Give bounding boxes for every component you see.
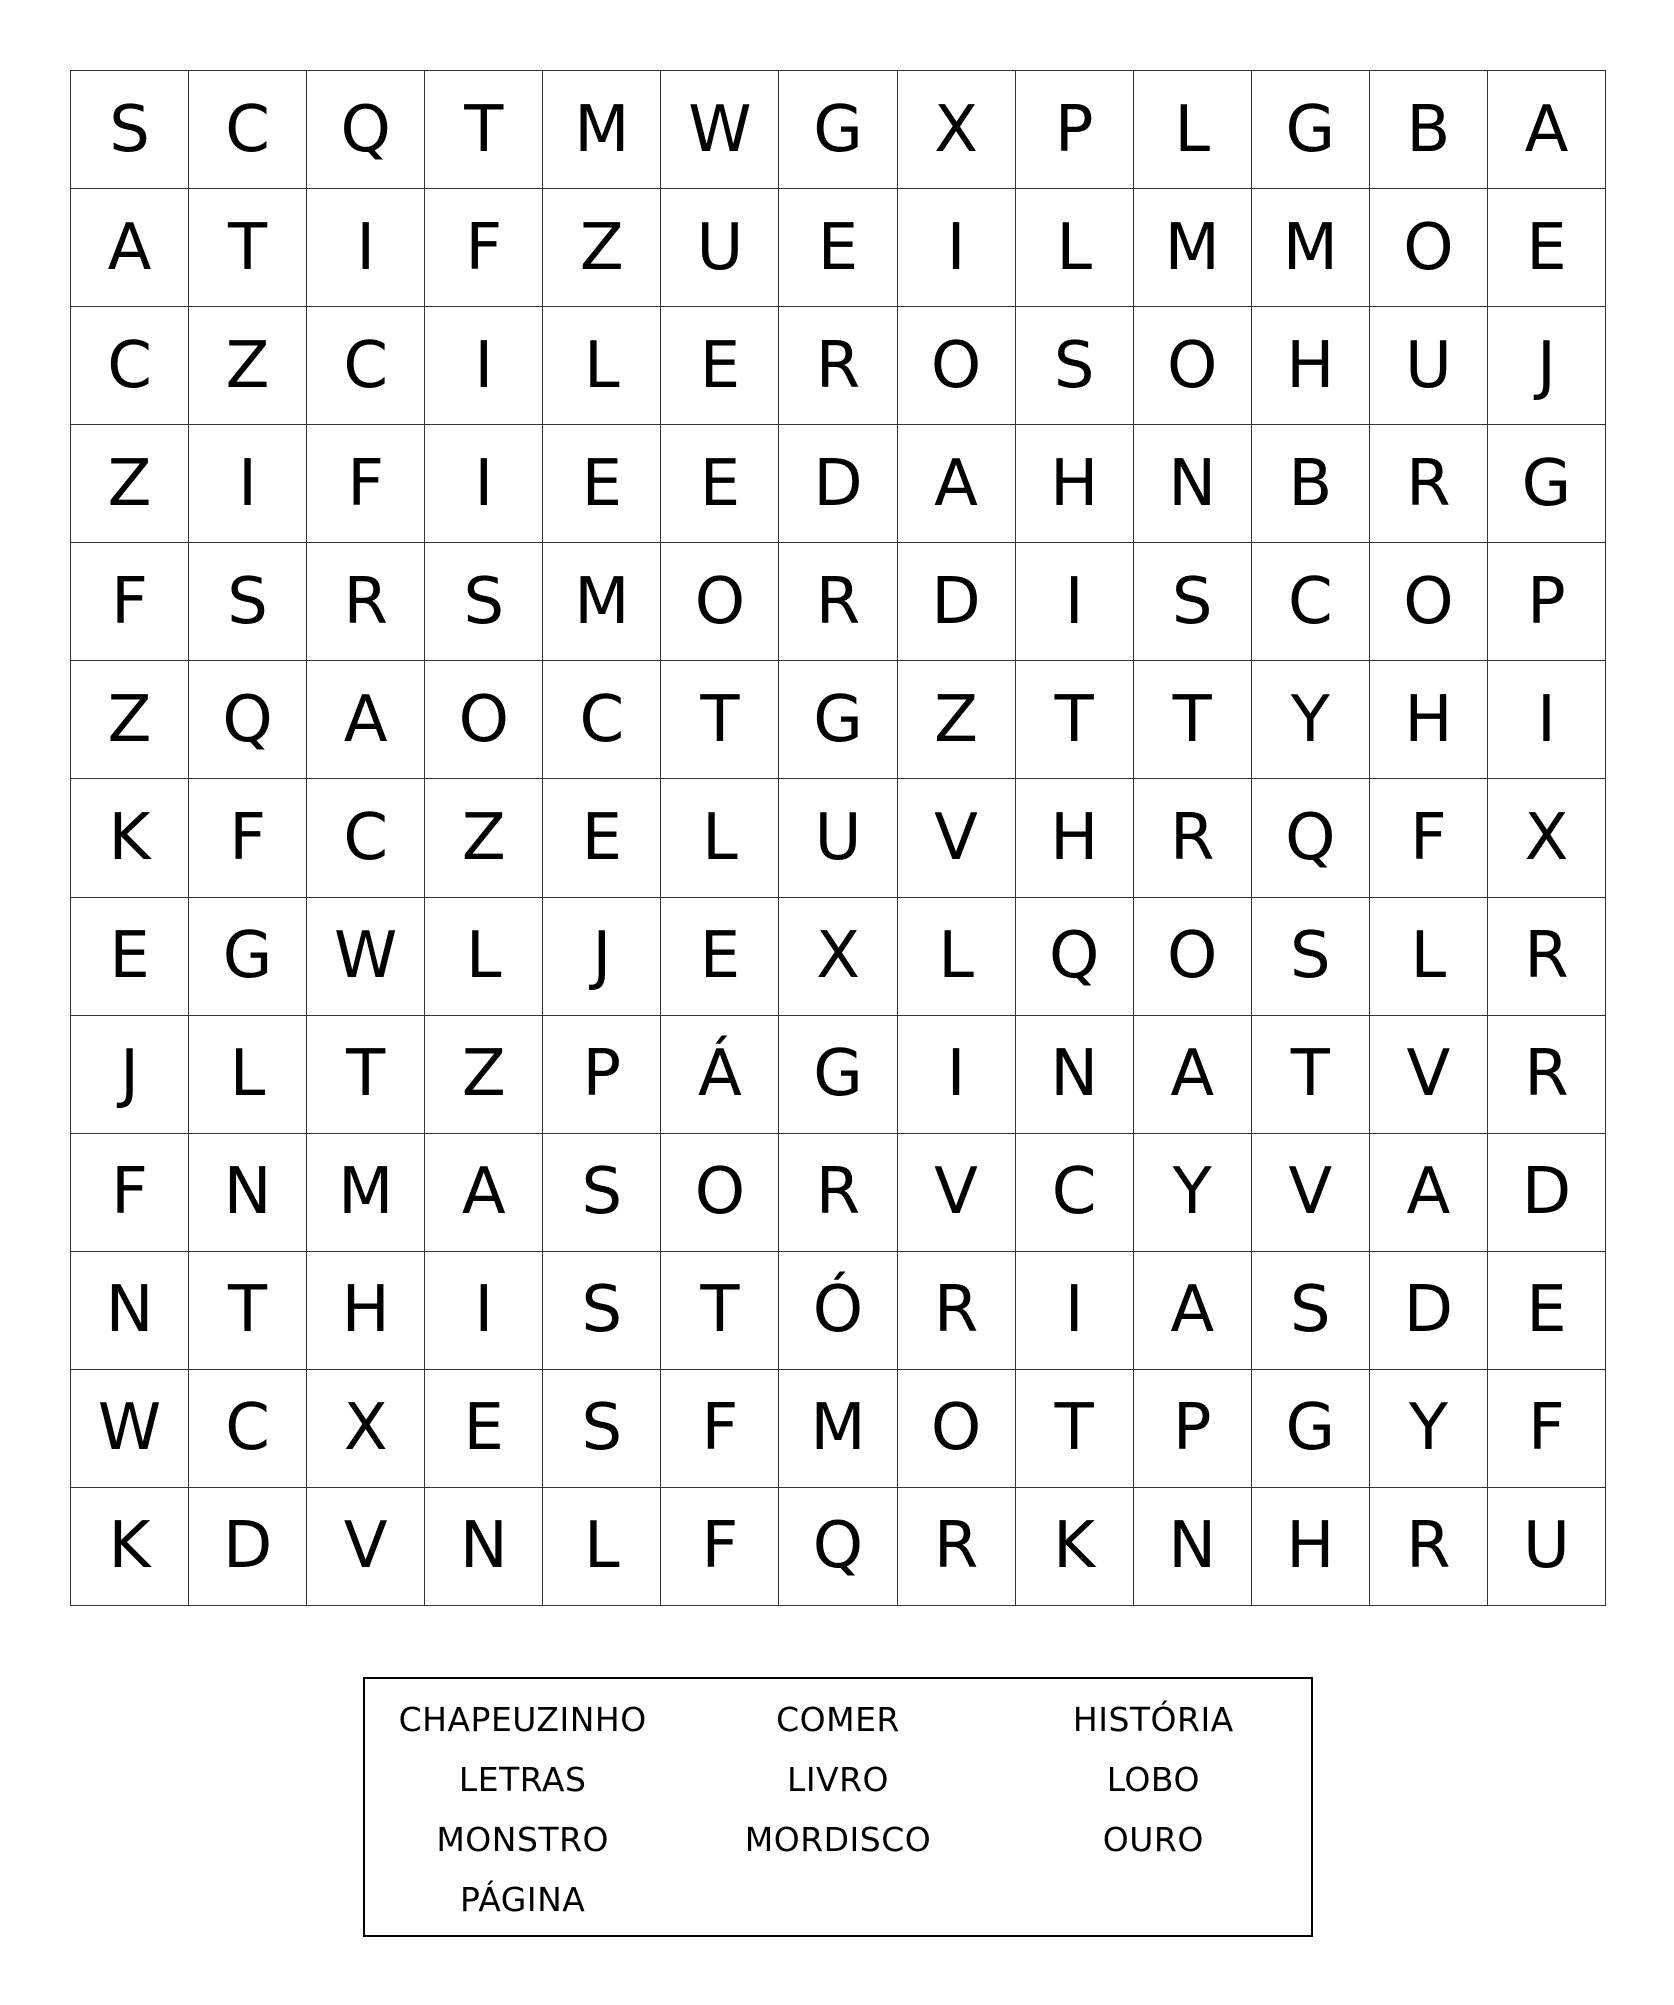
grid-cell[interactable]: R: [779, 543, 897, 661]
grid-cell[interactable]: P: [1134, 1370, 1252, 1488]
grid-cell[interactable]: E: [661, 307, 779, 425]
grid-cell[interactable]: N: [1134, 1488, 1252, 1606]
grid-cell[interactable]: H: [1016, 779, 1134, 897]
grid-cell[interactable]: S: [1252, 1252, 1370, 1370]
word-list: [365, 1699, 1311, 1921]
grid-cell[interactable]: O: [1370, 189, 1488, 307]
grid-cell[interactable]: Z: [189, 307, 307, 425]
grid-cell[interactable]: I: [307, 189, 425, 307]
grid-cell[interactable]: E: [543, 779, 661, 897]
grid-cell[interactable]: H: [1252, 1488, 1370, 1606]
word-list-item: MONSTRO: [436, 1820, 609, 1859]
grid-cell[interactable]: Z: [425, 1016, 543, 1134]
word-list-item: CHAPEUZINHO: [398, 1700, 647, 1739]
grid-cell[interactable]: Ó: [779, 1252, 897, 1370]
grid-cell[interactable]: Z: [71, 661, 189, 779]
grid-cell[interactable]: W: [71, 1370, 189, 1488]
grid-cell[interactable]: R: [307, 543, 425, 661]
grid-cell[interactable]: C: [71, 307, 189, 425]
grid-cell[interactable]: S: [189, 543, 307, 661]
grid-cell[interactable]: X: [779, 898, 897, 1016]
grid-cell[interactable]: S: [425, 543, 543, 661]
grid-cell[interactable]: R: [898, 1488, 1016, 1606]
word-list-item: OURO: [1102, 1820, 1204, 1859]
grid-cell[interactable]: L: [1016, 189, 1134, 307]
grid-cell[interactable]: T: [1016, 661, 1134, 779]
grid-cell[interactable]: L: [661, 779, 779, 897]
grid-cell[interactable]: P: [1488, 543, 1606, 661]
grid-cell[interactable]: S: [543, 1370, 661, 1488]
grid-cell[interactable]: I: [189, 425, 307, 543]
grid-cell[interactable]: E: [543, 425, 661, 543]
word-list-item: LIVRO: [786, 1760, 890, 1799]
grid-cell[interactable]: I: [898, 1016, 1016, 1134]
grid-cell[interactable]: C: [1016, 1134, 1134, 1252]
grid-cell[interactable]: T: [661, 1252, 779, 1370]
grid-cell[interactable]: U: [661, 189, 779, 307]
grid-cell[interactable]: P: [1016, 71, 1134, 189]
grid-cell[interactable]: R: [1488, 898, 1606, 1016]
grid-cell[interactable]: R: [1488, 1016, 1606, 1134]
grid-cell[interactable]: M: [307, 1134, 425, 1252]
grid-cell[interactable]: F: [661, 1370, 779, 1488]
grid-cell[interactable]: Á: [661, 1016, 779, 1134]
grid-cell[interactable]: V: [898, 1134, 1016, 1252]
grid-cell[interactable]: R: [1370, 425, 1488, 543]
grid-cell[interactable]: F: [71, 543, 189, 661]
grid-cell[interactable]: G: [1252, 71, 1370, 189]
grid-cell[interactable]: V: [307, 1488, 425, 1606]
grid-cell[interactable]: Q: [307, 71, 425, 189]
grid-cell[interactable]: Z: [425, 779, 543, 897]
grid-cell[interactable]: A: [1134, 1252, 1252, 1370]
grid-cell[interactable]: S: [1016, 307, 1134, 425]
grid-cell[interactable]: I: [1016, 543, 1134, 661]
grid-cell[interactable]: A: [425, 1134, 543, 1252]
grid-cell[interactable]: D: [1370, 1252, 1488, 1370]
grid-cell[interactable]: T: [1016, 1370, 1134, 1488]
grid-cell[interactable]: C: [189, 1370, 307, 1488]
grid-cell[interactable]: D: [189, 1488, 307, 1606]
word-list-box: [363, 1677, 1313, 1937]
grid-cell[interactable]: T: [307, 1016, 425, 1134]
word-list-item: PÁGINA: [459, 1880, 586, 1919]
grid-cell[interactable]: N: [189, 1134, 307, 1252]
grid-cell[interactable]: C: [189, 71, 307, 189]
grid-cell[interactable]: G: [779, 71, 897, 189]
grid-cell[interactable]: T: [189, 189, 307, 307]
grid-cell[interactable]: J: [543, 898, 661, 1016]
grid-cell[interactable]: M: [1252, 189, 1370, 307]
grid-cell[interactable]: X: [1488, 779, 1606, 897]
grid-cell[interactable]: L: [898, 898, 1016, 1016]
letter-grid: [70, 70, 1606, 1606]
grid-cell[interactable]: O: [661, 543, 779, 661]
grid-cell[interactable]: G: [189, 898, 307, 1016]
grid-cell[interactable]: Y: [1252, 661, 1370, 779]
grid-cell[interactable]: N: [425, 1488, 543, 1606]
grid-cell[interactable]: H: [307, 1252, 425, 1370]
grid-cell[interactable]: A: [71, 189, 189, 307]
grid-cell[interactable]: Q: [1252, 779, 1370, 897]
grid-cell[interactable]: F: [661, 1488, 779, 1606]
grid-cell[interactable]: I: [425, 425, 543, 543]
word-list-item: MORDISCO: [744, 1820, 932, 1859]
grid-cell[interactable]: N: [1016, 1016, 1134, 1134]
grid-cell[interactable]: A: [307, 661, 425, 779]
word-list-item: LETRAS: [458, 1760, 587, 1799]
word-list-item: HISTÓRIA: [1072, 1700, 1234, 1739]
grid-cell[interactable]: W: [661, 71, 779, 189]
grid-cell[interactable]: G: [779, 661, 897, 779]
grid-cell[interactable]: K: [1016, 1488, 1134, 1606]
grid-cell[interactable]: C: [543, 661, 661, 779]
grid-cell[interactable]: A: [1134, 1016, 1252, 1134]
grid-cell[interactable]: T: [425, 71, 543, 189]
grid-cell[interactable]: H: [1370, 661, 1488, 779]
grid-cell[interactable]: E: [1488, 189, 1606, 307]
grid-cell[interactable]: G: [1252, 1370, 1370, 1488]
grid-cell[interactable]: Q: [779, 1488, 897, 1606]
grid-cell[interactable]: R: [1370, 1488, 1488, 1606]
grid-cell[interactable]: F: [189, 779, 307, 897]
grid-cell[interactable]: J: [71, 1016, 189, 1134]
grid-cell[interactable]: R: [779, 1134, 897, 1252]
grid-cell[interactable]: F: [425, 189, 543, 307]
grid-cell[interactable]: Z: [543, 189, 661, 307]
grid-cell[interactable]: Y: [1134, 1134, 1252, 1252]
grid-cell[interactable]: T: [1134, 661, 1252, 779]
grid-cell[interactable]: U: [779, 779, 897, 897]
grid-cell[interactable]: D: [779, 425, 897, 543]
grid-cell[interactable]: X: [307, 1370, 425, 1488]
grid-cell[interactable]: G: [1488, 425, 1606, 543]
grid-cell[interactable]: A: [1488, 71, 1606, 189]
grid-cell[interactable]: T: [1252, 1016, 1370, 1134]
grid-cell[interactable]: H: [1252, 307, 1370, 425]
grid-cell[interactable]: Z: [71, 425, 189, 543]
grid-cell[interactable]: X: [898, 71, 1016, 189]
grid-cell[interactable]: U: [1370, 307, 1488, 425]
grid-cell[interactable]: L: [543, 1488, 661, 1606]
grid-cell[interactable]: F: [1370, 779, 1488, 897]
word-list-item: LOBO: [1106, 1760, 1200, 1799]
grid-cell[interactable]: S: [543, 1252, 661, 1370]
grid-cell[interactable]: A: [898, 425, 1016, 543]
grid-cell[interactable]: S: [1134, 543, 1252, 661]
grid-cell[interactable]: L: [1134, 71, 1252, 189]
grid-cell[interactable]: V: [1252, 1134, 1370, 1252]
grid-cell[interactable]: M: [1134, 189, 1252, 307]
grid-cell[interactable]: E: [1488, 1252, 1606, 1370]
grid-cell[interactable]: L: [1370, 898, 1488, 1016]
grid-cell[interactable]: E: [425, 1370, 543, 1488]
grid-cell[interactable]: I: [425, 307, 543, 425]
grid-cell[interactable]: T: [189, 1252, 307, 1370]
grid-cell[interactable]: O: [1134, 307, 1252, 425]
grid-cell[interactable]: R: [1134, 779, 1252, 897]
grid-cell[interactable]: R: [898, 1252, 1016, 1370]
grid-cell[interactable]: C: [1252, 543, 1370, 661]
grid-cell[interactable]: Q: [1016, 898, 1134, 1016]
grid-cell[interactable]: H: [1016, 425, 1134, 543]
grid-cell[interactable]: K: [71, 1488, 189, 1606]
grid-cell[interactable]: Y: [1370, 1370, 1488, 1488]
grid-cell[interactable]: O: [1134, 898, 1252, 1016]
grid-cell[interactable]: G: [779, 1016, 897, 1134]
grid-cell[interactable]: L: [425, 898, 543, 1016]
grid-cell[interactable]: I: [1488, 661, 1606, 779]
grid-cell[interactable]: K: [71, 779, 189, 897]
grid-cell[interactable]: I: [425, 1252, 543, 1370]
grid-cell[interactable]: R: [779, 307, 897, 425]
grid-cell[interactable]: O: [425, 661, 543, 779]
grid-cell[interactable]: L: [189, 1016, 307, 1134]
grid-cell[interactable]: D: [898, 543, 1016, 661]
grid-cell[interactable]: W: [307, 898, 425, 1016]
grid-cell[interactable]: A: [1370, 1134, 1488, 1252]
grid-cell[interactable]: B: [1252, 425, 1370, 543]
grid-cell[interactable]: E: [71, 898, 189, 1016]
grid-cell[interactable]: J: [1488, 307, 1606, 425]
grid-cell[interactable]: N: [1134, 425, 1252, 543]
grid-cell[interactable]: P: [543, 1016, 661, 1134]
grid-cell[interactable]: I: [1016, 1252, 1134, 1370]
grid-cell[interactable]: F: [71, 1134, 189, 1252]
grid-cell[interactable]: T: [661, 661, 779, 779]
grid-cell[interactable]: E: [661, 898, 779, 1016]
grid-cell[interactable]: D: [1488, 1134, 1606, 1252]
grid-cell[interactable]: S: [71, 71, 189, 189]
grid-cell[interactable]: C: [307, 307, 425, 425]
grid-cell[interactable]: F: [307, 425, 425, 543]
grid-cell[interactable]: F: [1488, 1370, 1606, 1488]
grid-cell[interactable]: O: [898, 1370, 1016, 1488]
grid-cell[interactable]: M: [543, 543, 661, 661]
grid-cell[interactable]: B: [1370, 71, 1488, 189]
grid-cell[interactable]: Z: [898, 661, 1016, 779]
grid-cell[interactable]: O: [661, 1134, 779, 1252]
grid-cell[interactable]: S: [1252, 898, 1370, 1016]
word-list-item: COMER: [776, 1700, 900, 1739]
grid-cell[interactable]: V: [898, 779, 1016, 897]
grid-cell[interactable]: M: [543, 71, 661, 189]
grid-cell[interactable]: L: [543, 307, 661, 425]
grid-cell[interactable]: E: [779, 189, 897, 307]
grid-cell[interactable]: S: [543, 1134, 661, 1252]
grid-cell[interactable]: U: [1488, 1488, 1606, 1606]
grid-cell[interactable]: O: [1370, 543, 1488, 661]
grid-cell[interactable]: V: [1370, 1016, 1488, 1134]
grid-cell[interactable]: O: [898, 307, 1016, 425]
grid-cell[interactable]: N: [71, 1252, 189, 1370]
grid-cell[interactable]: Q: [189, 661, 307, 779]
grid-cell[interactable]: I: [898, 189, 1016, 307]
grid-cell[interactable]: C: [307, 779, 425, 897]
grid-cell[interactable]: E: [661, 425, 779, 543]
grid-cell[interactable]: M: [779, 1370, 897, 1488]
